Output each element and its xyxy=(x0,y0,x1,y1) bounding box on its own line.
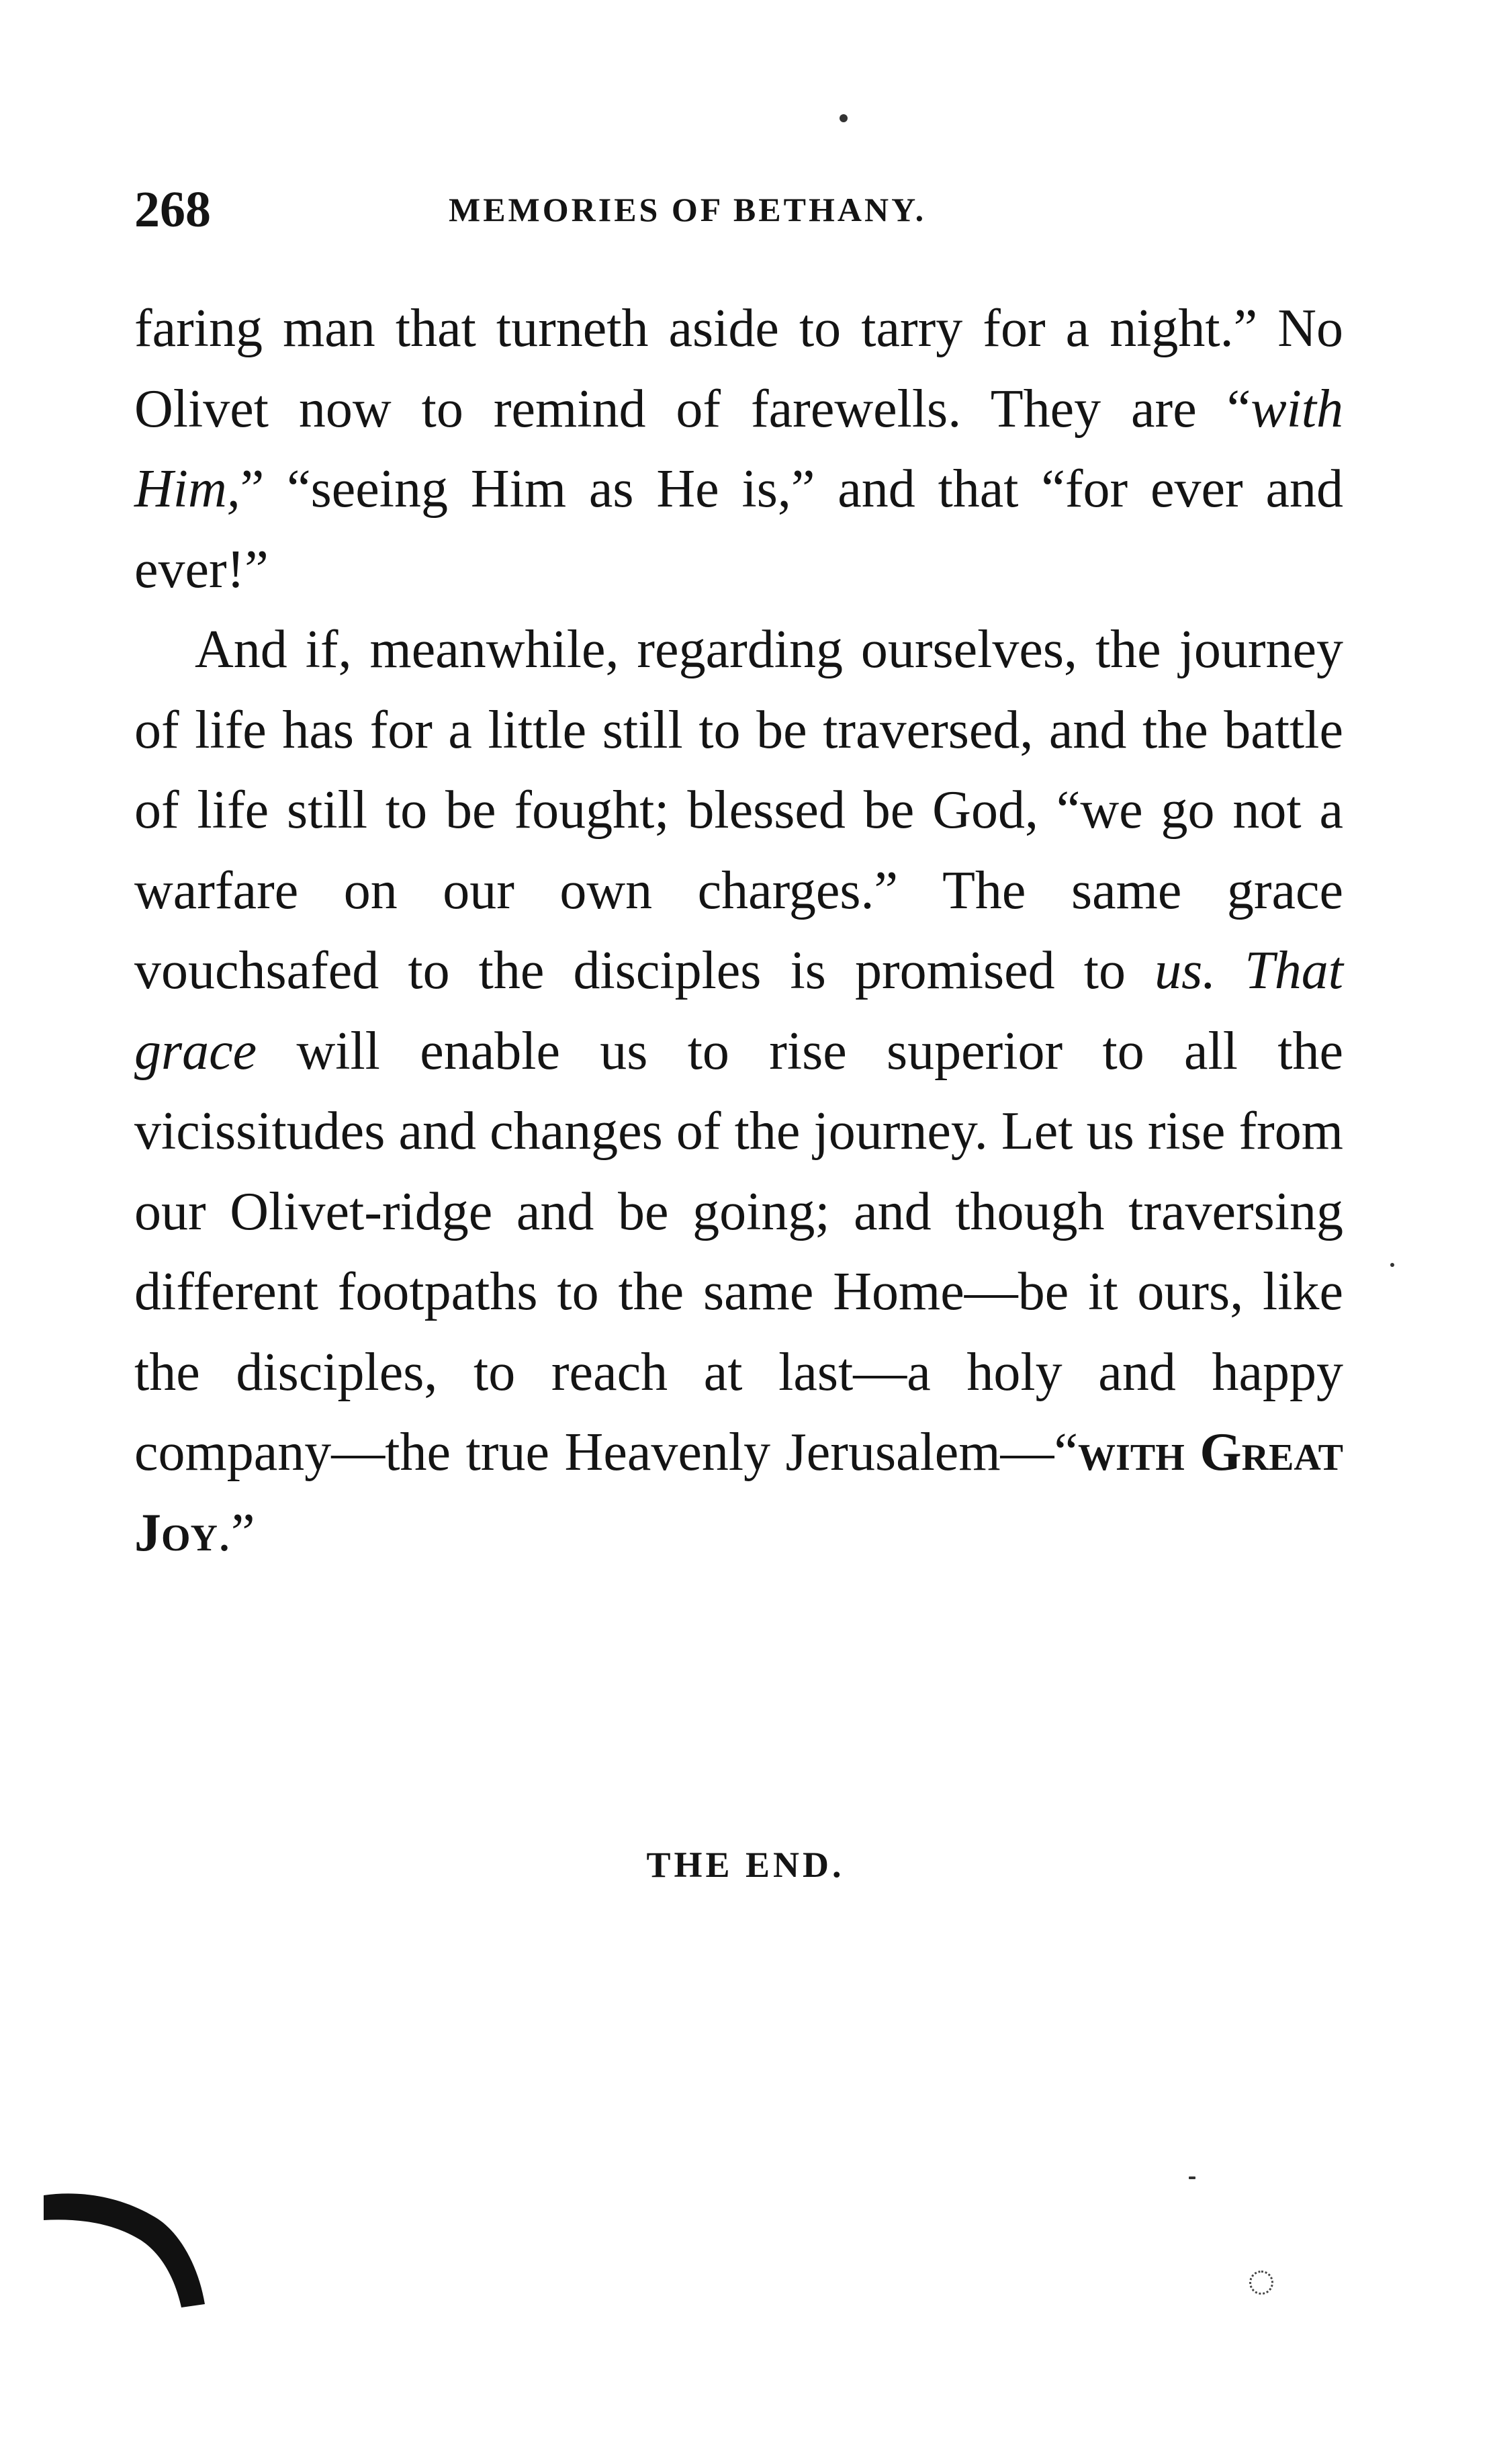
p2-emphasis-us: us. xyxy=(1155,941,1216,1000)
ink-blot-mark xyxy=(40,2190,215,2318)
page-number: 268 xyxy=(134,181,211,238)
speck-3 xyxy=(1249,2271,1273,2295)
paragraph-2 xyxy=(134,610,1343,1573)
body-text xyxy=(134,289,1343,1573)
p2-text-start: And if, meanwhile, regarding ourselves, the journey of life has for a little still to be traversed, and the battle of life still to be fought; blessed be God, “we go not a warfare on our own charges.” The same grace vouchsafed to the disciples is promised to xyxy=(134,620,1343,1000)
speck-1 xyxy=(840,114,848,122)
p1-line-1: faring man that turneth aside to tarry for a night.” xyxy=(134,299,1258,358)
speck-2 xyxy=(1189,2176,1195,2179)
speck-4 xyxy=(1390,1263,1394,1267)
the-end-mark: THE END. xyxy=(646,1845,845,1885)
p2-emphasis-that-grace: That grace xyxy=(134,941,1343,1081)
p2-space xyxy=(1216,941,1245,1000)
p1-quote-open: “ xyxy=(1226,379,1251,439)
p2-closing-quote: .” xyxy=(218,1503,255,1563)
paragraph-1 xyxy=(134,289,1343,610)
running-head-title: MEMORIES OF BETHANY. xyxy=(449,191,927,228)
p1-line-2: No Olivet now to remind of farewells. They are xyxy=(134,299,1344,439)
p1-line-4: “for ever and ever!” xyxy=(134,459,1344,599)
p2-smallcaps-with-great-joy: with Great Joy xyxy=(134,1423,1343,1563)
p1-line-3-rest: ” “seeing Him as He is,” and that xyxy=(240,459,1019,519)
p1-emphasis-with-him: with Him, xyxy=(134,379,1344,519)
p2-text-end: will enable us to rise superior to all the vicissitudes and changes of the journey. Let us rise from our Olivet-ridge and be going; and though traversing different footpaths to the same Home—be it ours, like the disciples, to reach at last—a holy and happy company—the true Heavenly Jerusalem—“ xyxy=(134,1021,1343,1482)
running-head xyxy=(134,176,1343,243)
